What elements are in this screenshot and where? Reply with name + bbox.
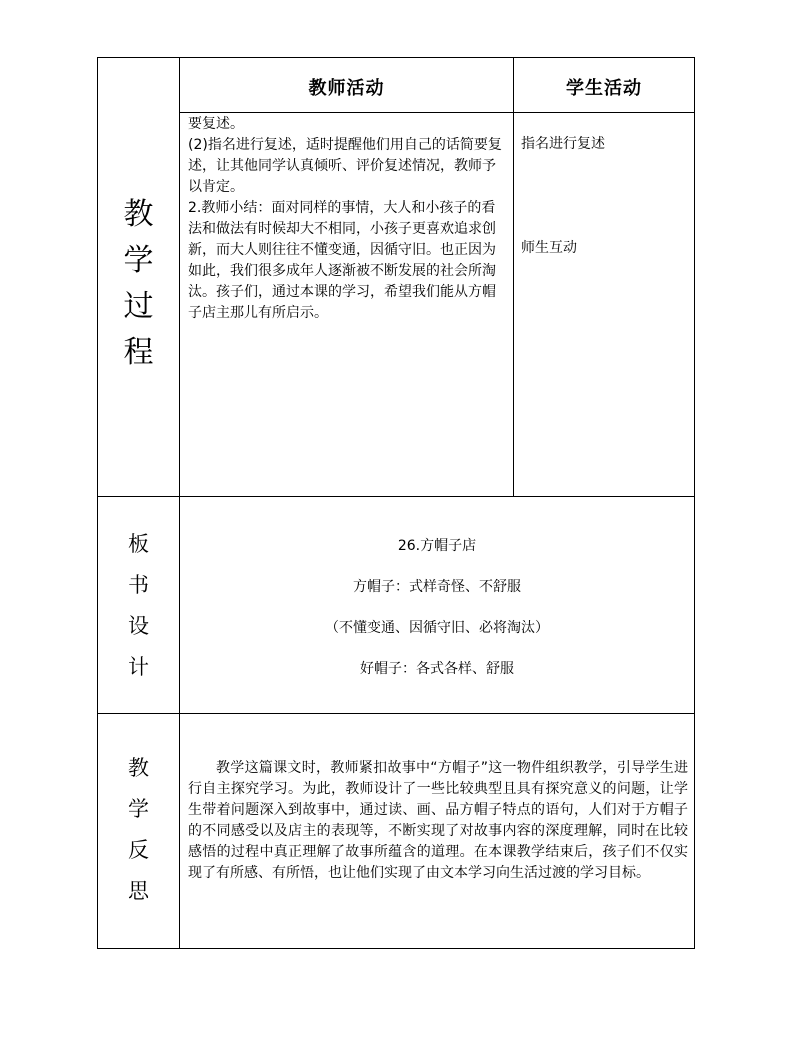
row-divider-1 [97,496,695,497]
header-divider [180,112,695,113]
teacher-paragraph: 2.教师小结：面对同样的事情，大人和小孩子的看法和做法有时候却大不相同，小孩子更喜欢追求创新，而大人则往往不懂变通，因循守旧。也正因为如此，我们很多成年人逐渐被不断发展的社会所淘汰。孩子们，通过本课的学习，希望我们能从方帽子店主那儿有所启示。 [188,200,496,321]
table-border-right [694,57,695,949]
board-line-good-hat: 好帽子：各式各样、舒服 [360,661,514,677]
reflection-text: 教学这篇课文时，教师紧扣故事中“方帽子”这一物件组织教学，引导学生进行自主探究学习。为此，教师设计了一些比较典型且具有探究意义的问题，让学生带着问题深入到故事中，通过读、画、品方帽子特点的语句，人们对于方帽子的不同感受以及店主的表现等，不断实现了对故事内容的深度理解，同时在比较感悟的过程中真正理解了故事所蕴含的道理。在本课教学结束后，孩子们不仅实现了有所感、有所悟，也让他们实现了由文本学习向生活过渡的学习目标。 [188,760,688,881]
activity-column-divider [513,57,514,497]
table-border-bottom [97,948,695,949]
section-label-reflection: 教 学 反 思 [128,756,149,903]
student-activity-item: 师生互动 [521,240,577,256]
section-label-process: 教 学 过 程 [123,197,154,370]
board-line-square-hat: 方帽子：式样奇怪、不舒服 [353,579,521,595]
teacher-paragraph: 要复述。 [188,116,244,132]
section-label-board: 板 书 设 计 [128,532,149,679]
row-divider-2 [97,713,695,714]
section-label-divider [179,57,180,949]
student-activity-item: 指名进行复述 [521,136,605,152]
table-border-top [97,57,695,58]
teacher-activity-text [188,114,508,324]
board-title: 26.方帽子店 [397,538,477,554]
board-line-note: （不懂变通、因循守旧、必将淘汰） [325,620,549,636]
student-activity-header: 学生活动 [566,78,642,99]
teacher-activity-header: 教师活动 [308,78,385,99]
teacher-paragraph: (2)指名进行复述，适时提醒他们用自己的话简要复述，让其他同学认真倾听、评价复述情况，教师予以肯定。 [188,137,502,195]
